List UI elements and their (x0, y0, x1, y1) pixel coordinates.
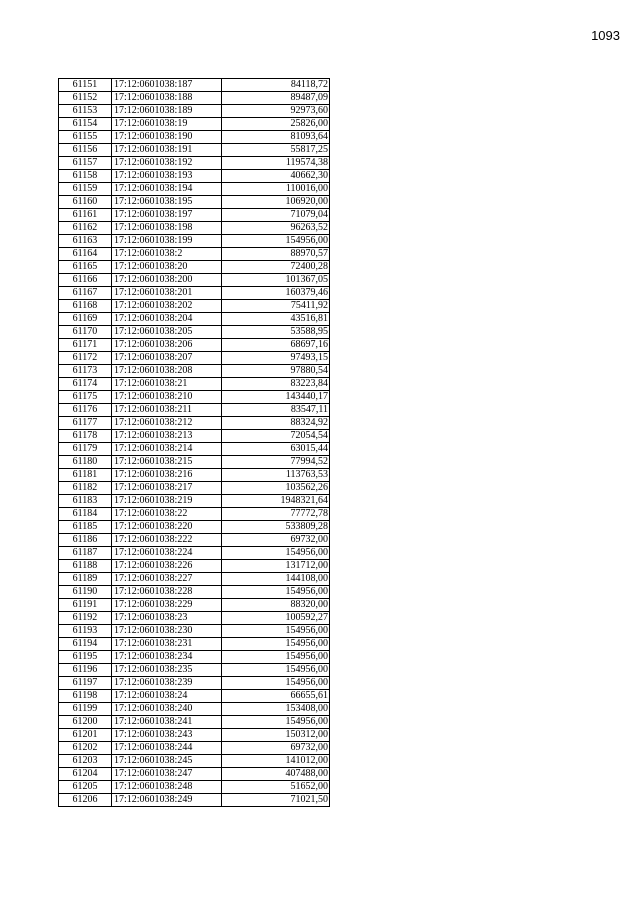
table-row (59, 690, 330, 703)
table-row (59, 664, 330, 677)
cadastral-number-cell: 17:12:0601038:210 (112, 391, 222, 404)
row-number-cell: 61163 (59, 235, 112, 248)
table-row (59, 612, 330, 625)
cadastral-number-cell: 17:12:0601038:241 (112, 716, 222, 729)
row-number-cell: 61167 (59, 287, 112, 300)
table-body (59, 79, 330, 807)
row-number-cell: 61181 (59, 469, 112, 482)
cadastral-number-cell: 17:12:0601038:243 (112, 729, 222, 742)
row-number-cell: 61185 (59, 521, 112, 534)
value-cell: 83223,84 (222, 378, 330, 391)
table-row (59, 222, 330, 235)
row-number-cell: 61180 (59, 456, 112, 469)
cadastral-number-cell: 17:12:0601038:19 (112, 118, 222, 131)
page-number: 1093 (591, 28, 620, 43)
cadastral-number-cell: 17:12:0601038:239 (112, 677, 222, 690)
table-row (59, 261, 330, 274)
row-number-cell: 61168 (59, 300, 112, 313)
value-cell: 143440,17 (222, 391, 330, 404)
cadastral-number-cell: 17:12:0601038:217 (112, 482, 222, 495)
table-row (59, 638, 330, 651)
table-row (59, 326, 330, 339)
value-cell: 154956,00 (222, 677, 330, 690)
value-cell: 89487,09 (222, 92, 330, 105)
row-number-cell: 61186 (59, 534, 112, 547)
cadastral-number-cell: 17:12:0601038:189 (112, 105, 222, 118)
row-number-cell: 61162 (59, 222, 112, 235)
row-number-cell: 61200 (59, 716, 112, 729)
row-number-cell: 61197 (59, 677, 112, 690)
value-cell: 1948321,64 (222, 495, 330, 508)
cadastral-number-cell: 17:12:0601038:208 (112, 365, 222, 378)
value-cell: 71079,04 (222, 209, 330, 222)
row-number-cell: 61164 (59, 248, 112, 261)
table-row (59, 599, 330, 612)
cadastral-number-cell: 17:12:0601038:222 (112, 534, 222, 547)
cadastral-number-cell: 17:12:0601038:244 (112, 742, 222, 755)
table-row (59, 677, 330, 690)
table-row (59, 560, 330, 573)
row-number-cell: 61166 (59, 274, 112, 287)
value-cell: 66655,61 (222, 690, 330, 703)
cadastral-number-cell: 17:12:0601038:23 (112, 612, 222, 625)
value-cell: 154956,00 (222, 638, 330, 651)
cadastral-number-cell: 17:12:0601038:230 (112, 625, 222, 638)
table-row (59, 534, 330, 547)
table-row (59, 274, 330, 287)
cadastral-number-cell: 17:12:0601038:207 (112, 352, 222, 365)
cadastral-number-cell: 17:12:0601038:204 (112, 313, 222, 326)
cadastral-number-cell: 17:12:0601038:193 (112, 170, 222, 183)
table-row (59, 79, 330, 92)
value-cell: 533809,28 (222, 521, 330, 534)
value-cell: 150312,00 (222, 729, 330, 742)
value-cell: 154956,00 (222, 547, 330, 560)
value-cell: 43516,81 (222, 313, 330, 326)
row-number-cell: 61203 (59, 755, 112, 768)
row-number-cell: 61169 (59, 313, 112, 326)
cadastral-number-cell: 17:12:0601038:229 (112, 599, 222, 612)
cadastral-number-cell: 17:12:0601038:20 (112, 261, 222, 274)
cadastral-number-cell: 17:12:0601038:202 (112, 300, 222, 313)
row-number-cell: 61165 (59, 261, 112, 274)
table-row (59, 508, 330, 521)
table-row (59, 92, 330, 105)
table-row (59, 456, 330, 469)
cadastral-number-cell: 17:12:0601038:215 (112, 456, 222, 469)
row-number-cell: 61206 (59, 794, 112, 807)
cadastral-number-cell: 17:12:0601038:220 (112, 521, 222, 534)
row-number-cell: 61188 (59, 560, 112, 573)
value-cell: 72400,28 (222, 261, 330, 274)
table-row (59, 469, 330, 482)
table-row (59, 521, 330, 534)
value-cell: 110016,00 (222, 183, 330, 196)
table-row (59, 209, 330, 222)
table-row (59, 365, 330, 378)
table-row (59, 430, 330, 443)
row-number-cell: 61182 (59, 482, 112, 495)
value-cell: 154956,00 (222, 586, 330, 599)
cadastral-number-cell: 17:12:0601038:231 (112, 638, 222, 651)
table-row (59, 703, 330, 716)
row-number-cell: 61190 (59, 586, 112, 599)
value-cell: 101367,05 (222, 274, 330, 287)
cadastral-number-cell: 17:12:0601038:226 (112, 560, 222, 573)
row-number-cell: 61192 (59, 612, 112, 625)
table-row (59, 196, 330, 209)
value-cell: 96263,52 (222, 222, 330, 235)
row-number-cell: 61199 (59, 703, 112, 716)
cadastral-number-cell: 17:12:0601038:240 (112, 703, 222, 716)
value-cell: 69732,00 (222, 534, 330, 547)
cadastral-number-cell: 17:12:0601038:22 (112, 508, 222, 521)
cadastral-number-cell: 17:12:0601038:247 (112, 768, 222, 781)
value-cell: 131712,00 (222, 560, 330, 573)
cadastral-number-cell: 17:12:0601038:234 (112, 651, 222, 664)
table-row (59, 729, 330, 742)
value-cell: 25826,00 (222, 118, 330, 131)
value-cell: 141012,00 (222, 755, 330, 768)
row-number-cell: 61175 (59, 391, 112, 404)
row-number-cell: 61151 (59, 79, 112, 92)
value-cell: 103562,26 (222, 482, 330, 495)
value-cell: 68697,16 (222, 339, 330, 352)
table-row (59, 768, 330, 781)
cadastral-number-cell: 17:12:0601038:205 (112, 326, 222, 339)
table-row (59, 391, 330, 404)
cadastral-number-cell: 17:12:0601038:213 (112, 430, 222, 443)
row-number-cell: 61198 (59, 690, 112, 703)
cadastral-number-cell: 17:12:0601038:245 (112, 755, 222, 768)
cadastral-number-cell: 17:12:0601038:198 (112, 222, 222, 235)
value-cell: 88970,57 (222, 248, 330, 261)
table-row (59, 547, 330, 560)
row-number-cell: 61173 (59, 365, 112, 378)
table-row (59, 248, 330, 261)
row-number-cell: 61170 (59, 326, 112, 339)
cadastral-number-cell: 17:12:0601038:197 (112, 209, 222, 222)
row-number-cell: 61189 (59, 573, 112, 586)
cadastral-number-cell: 17:12:0601038:216 (112, 469, 222, 482)
table-row (59, 742, 330, 755)
table-row (59, 313, 330, 326)
table-row (59, 781, 330, 794)
table-row (59, 482, 330, 495)
row-number-cell: 61178 (59, 430, 112, 443)
cadastral-number-cell: 17:12:0601038:190 (112, 131, 222, 144)
value-cell: 154956,00 (222, 716, 330, 729)
row-number-cell: 61171 (59, 339, 112, 352)
table-row (59, 157, 330, 170)
value-cell: 144108,00 (222, 573, 330, 586)
table-row (59, 339, 330, 352)
row-number-cell: 61179 (59, 443, 112, 456)
cadastral-number-cell: 17:12:0601038:187 (112, 79, 222, 92)
row-number-cell: 61172 (59, 352, 112, 365)
value-cell: 40662,30 (222, 170, 330, 183)
value-cell: 154956,00 (222, 625, 330, 638)
table-row (59, 352, 330, 365)
cadastral-number-cell: 17:12:0601038:228 (112, 586, 222, 599)
table-row (59, 417, 330, 430)
value-cell: 63015,44 (222, 443, 330, 456)
row-number-cell: 61152 (59, 92, 112, 105)
value-cell: 71021,50 (222, 794, 330, 807)
value-cell: 72054,54 (222, 430, 330, 443)
row-number-cell: 61205 (59, 781, 112, 794)
row-number-cell: 61156 (59, 144, 112, 157)
table-row (59, 300, 330, 313)
table-row (59, 144, 330, 157)
cadastral-number-cell: 17:12:0601038:206 (112, 339, 222, 352)
row-number-cell: 61191 (59, 599, 112, 612)
cadastral-number-cell: 17:12:0601038:194 (112, 183, 222, 196)
cadastral-number-cell: 17:12:0601038:199 (112, 235, 222, 248)
value-cell: 153408,00 (222, 703, 330, 716)
value-cell: 92973,60 (222, 105, 330, 118)
row-number-cell: 61153 (59, 105, 112, 118)
value-cell: 119574,38 (222, 157, 330, 170)
cadastral-number-cell: 17:12:0601038:201 (112, 287, 222, 300)
table-row (59, 378, 330, 391)
cadastral-number-cell: 17:12:0601038:235 (112, 664, 222, 677)
table-row (59, 573, 330, 586)
value-cell: 97880,54 (222, 365, 330, 378)
row-number-cell: 61195 (59, 651, 112, 664)
cadastral-value-table (58, 78, 330, 807)
cadastral-number-cell: 17:12:0601038:219 (112, 495, 222, 508)
cadastral-number-cell: 17:12:0601038:227 (112, 573, 222, 586)
table-row (59, 586, 330, 599)
cadastral-number-cell: 17:12:0601038:211 (112, 404, 222, 417)
value-cell: 81093,64 (222, 131, 330, 144)
value-cell: 88324,92 (222, 417, 330, 430)
row-number-cell: 61183 (59, 495, 112, 508)
cadastral-number-cell: 17:12:0601038:214 (112, 443, 222, 456)
table-row (59, 651, 330, 664)
value-cell: 75411,92 (222, 300, 330, 313)
cadastral-number-cell: 17:12:0601038:2 (112, 248, 222, 261)
table-row (59, 404, 330, 417)
table-row (59, 495, 330, 508)
value-cell: 106920,00 (222, 196, 330, 209)
value-cell: 100592,27 (222, 612, 330, 625)
value-cell: 84118,72 (222, 79, 330, 92)
cadastral-number-cell: 17:12:0601038:21 (112, 378, 222, 391)
value-cell: 69732,00 (222, 742, 330, 755)
row-number-cell: 61201 (59, 729, 112, 742)
cadastral-number-cell: 17:12:0601038:200 (112, 274, 222, 287)
row-number-cell: 61158 (59, 170, 112, 183)
row-number-cell: 61202 (59, 742, 112, 755)
value-cell: 113763,53 (222, 469, 330, 482)
table-row (59, 443, 330, 456)
value-cell: 51652,00 (222, 781, 330, 794)
row-number-cell: 61187 (59, 547, 112, 560)
row-number-cell: 61196 (59, 664, 112, 677)
cadastral-number-cell: 17:12:0601038:224 (112, 547, 222, 560)
table-row (59, 235, 330, 248)
table-row (59, 716, 330, 729)
table-row (59, 794, 330, 807)
cadastral-number-cell: 17:12:0601038:191 (112, 144, 222, 157)
row-number-cell: 61157 (59, 157, 112, 170)
table-row (59, 131, 330, 144)
value-cell: 53588,95 (222, 326, 330, 339)
value-cell: 55817,25 (222, 144, 330, 157)
table-row (59, 625, 330, 638)
cadastral-number-cell: 17:12:0601038:195 (112, 196, 222, 209)
table-row (59, 287, 330, 300)
row-number-cell: 61161 (59, 209, 112, 222)
row-number-cell: 61154 (59, 118, 112, 131)
row-number-cell: 61204 (59, 768, 112, 781)
table-row (59, 118, 330, 131)
cadastral-number-cell: 17:12:0601038:248 (112, 781, 222, 794)
value-cell: 77994,52 (222, 456, 330, 469)
value-cell: 154956,00 (222, 664, 330, 677)
cadastral-number-cell: 17:12:0601038:188 (112, 92, 222, 105)
table-row (59, 170, 330, 183)
row-number-cell: 61176 (59, 404, 112, 417)
cadastral-number-cell: 17:12:0601038:24 (112, 690, 222, 703)
table-row (59, 755, 330, 768)
cadastral-number-cell: 17:12:0601038:249 (112, 794, 222, 807)
row-number-cell: 61184 (59, 508, 112, 521)
row-number-cell: 61155 (59, 131, 112, 144)
table-row (59, 105, 330, 118)
value-cell: 88320,00 (222, 599, 330, 612)
row-number-cell: 61177 (59, 417, 112, 430)
value-cell: 154956,00 (222, 651, 330, 664)
row-number-cell: 61159 (59, 183, 112, 196)
row-number-cell: 61160 (59, 196, 112, 209)
row-number-cell: 61174 (59, 378, 112, 391)
table-row (59, 183, 330, 196)
row-number-cell: 61194 (59, 638, 112, 651)
cadastral-number-cell: 17:12:0601038:192 (112, 157, 222, 170)
value-cell: 97493,15 (222, 352, 330, 365)
cadastral-number-cell: 17:12:0601038:212 (112, 417, 222, 430)
value-cell: 160379,46 (222, 287, 330, 300)
value-cell: 77772,78 (222, 508, 330, 521)
value-cell: 83547,11 (222, 404, 330, 417)
row-number-cell: 61193 (59, 625, 112, 638)
value-cell: 154956,00 (222, 235, 330, 248)
value-cell: 407488,00 (222, 768, 330, 781)
